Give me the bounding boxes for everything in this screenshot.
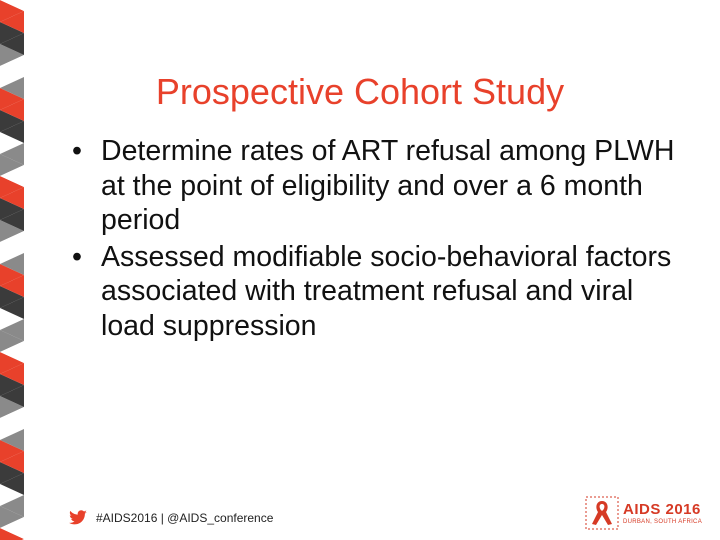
bullet-list [72, 134, 692, 345]
footer [68, 508, 273, 528]
bullet-text: Assessed modifiable socio-behavioral factors associated with treatment refusal and viral load suppression [101, 240, 672, 342]
bullet-item [72, 134, 692, 238]
ribbon-logo-icon [585, 496, 619, 530]
aids-2016-logo [585, 496, 702, 530]
bullet-icon: • [72, 240, 82, 273]
bullet-item [72, 240, 692, 344]
logo-title: AIDS 2016 [622, 500, 701, 518]
bullet-icon: • [72, 135, 82, 167]
hashtag-text: #AIDS2016 | @AIDS_conference [96, 511, 274, 525]
twitter-bird-icon [68, 510, 88, 526]
logo-subtitle: DURBAN, SOUTH AFRICA [622, 518, 702, 525]
bullet-text: Determine rates of ART refusal among PLWH at the point of eligibility and over a 6 month period [101, 135, 675, 236]
slide-title: Prospective Cohort Study [155, 71, 565, 113]
